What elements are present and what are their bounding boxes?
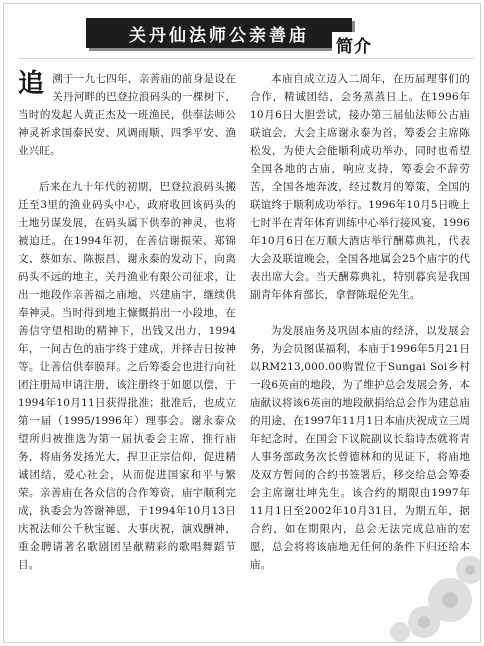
article-left-column [18,70,236,574]
article-right-column [250,70,470,574]
title-banner [86,18,352,48]
article-paragraph: 本庙自成立迈入二周年，在历届理事们的合作，精诚团结，会务蒸蒸日上。在1996年10月6日大胆尝试，接办第三届仙法师公古庙联谊会，大会主席谢永泰为首，筹委会主席陈松发，为使大会能顺利成功举办，同时也希望全国各地的古庙，响应支持，筹委会不辞劳苦，全国各地奔波，经过数月的筹策，全国的联谊终于顺利成功举行。1996年10月5日晚上七时半在青年体育训练中心举行接风宴，1996年10月6日在万顺大酒店举行酬募典礼，代表大会及联谊晚会，全国各地属会25个庙宇的代表出席大会。当天酬募典礼，特别暮宾是我国副青年体育部长，拿督陈琨伦先生。 [250,73,470,301]
header-divider [18,58,474,59]
page-subtitle: 简介 [332,32,386,60]
article-paragraph: 为发展庙务及巩固本庙的经济，以发展会务，为会员图谋福利，本庙于1996年5月21日以RM213,000.00购置位于Sungai Soi乡村一段6英亩的地段，为了维护总会发展会务，本庙献议将该6英亩的地段献捐给总会作为建总庙的用途，在1997年11月1日本庙庆祝成立三周年纪念时，在国会下议院副议长翁诗杰就将青人事务部政务次长曾德林和的见证下，将庙地及双方暂间的合约书签署后，移交给总会筹委会主席谢壮坤先生。该合约的期限由1997年11月1日至2002年10月31日，为期五年，据合约，如在期限内，总会无法完成总庙的宏愿，总会将将该庙地无任何的条件下归还给本庙。 [250,325,470,571]
paragraph-text: 溯于一九七四年，亲善庙的前身是设在关丹河畔的巴登拉浪码头的一棵树下，当时的发起人黄正杰及一班渔民，供奉法师公神灵祈求国泰民安、风调雨顺、四季平安、渔业兴旺。 [18,73,236,157]
page [3,3,481,643]
article-paragraph [18,70,236,160]
drop-cap: 追 [18,69,45,99]
article-paragraph: 后来在九十年代的初期，巴登拉浪码头搬迁至3里的渔业码头中心，政府收回该码头的土地另谋发展，在码头属下供奉的神灵，也将被迫迁。在1994年初，在善信谢振荣、郑锦文、蔡如东、陈振昌、谢永泰的发动下，向离码头不远的地主，关丹渔业有限公司征求，让出一地段作亲善福之庙地，兴建庙宇，继续供奉神灵。当时得到地主慷慨捐出一小段地，在善信守望相助的精神下，出钱又出力，1994年，一间古色的庙宇终于建成，并择吉日按神等。让善信供奉膜拜。之后筹委会也进行向社团注册局申请注册，该注册终于如愿以偿，于1994年10月11日获得批准；批准后，也成立第一届（1995/1996年）理事会。谢永泰众望所归被推选为第一届执委会主席，推行庙务，将庙务发扬光大，捍卫正宗信仰，促进精诚团结，爱心社会，从而促进国家和平与繁荣。亲善庙在各众信的合作筹资，庙宇顺利完成，执委会为答谢神恩，于1994年10月13日庆祝法师公千秋宝诞、大事庆祝，演戏酬神，重金聘请著名歌剧团呈献精彩的歌唱舞蹈节目。 [18,181,236,571]
page-title: 关丹仙法师公亲善庙 [129,26,309,46]
